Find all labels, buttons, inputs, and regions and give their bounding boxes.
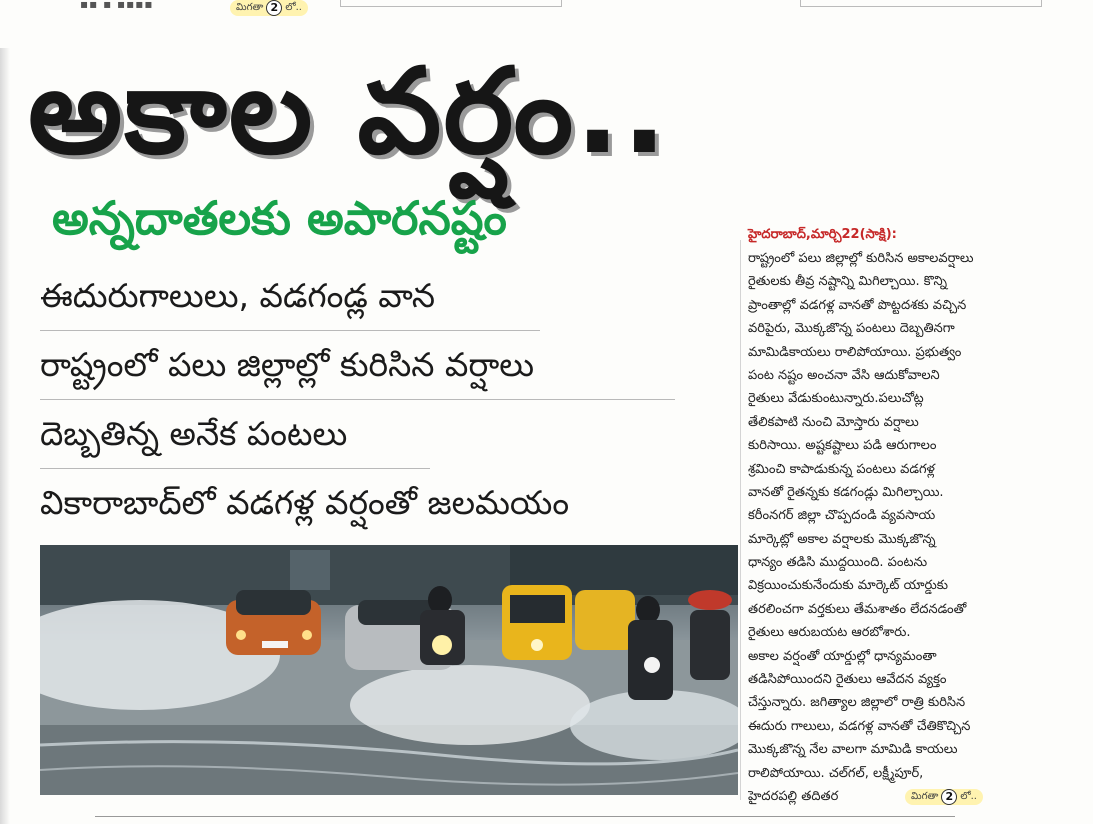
continuation-page-number: 2 bbox=[941, 789, 957, 805]
subheadline: అన్నదాతలకు అపారనష్టం bbox=[52, 191, 507, 245]
article-line: కురిసాయి. అష్టకష్టాలు పడి ఆరుగాలం bbox=[748, 438, 937, 454]
article-line: హైదరపల్లి తదితర bbox=[748, 788, 839, 804]
car-orange bbox=[226, 590, 321, 655]
headline: అకాల వర్షం.. bbox=[28, 42, 669, 180]
article-line: రాష్ట్రంలో పలు జిల్లాల్లో కురిసిన అకాలవర్షాలు bbox=[748, 251, 974, 266]
article-line: మొక్కజొన్న నేల వాలగా మామిడి కాయలు bbox=[748, 742, 958, 758]
continuation-tag-bottom[interactable] bbox=[905, 789, 983, 805]
page-fold-shadow bbox=[0, 48, 10, 824]
top-box-right bbox=[800, 0, 1042, 7]
article-line: చేస్తున్నారు. జగిత్యాల జిల్లాలో రాత్రి కురిసిన bbox=[748, 695, 966, 711]
faded-header-text: ▪▪ ▪ ▪▪▪▪ bbox=[80, 0, 154, 11]
article-line: పంట నష్టం అంచనా వేసి ఆదుకోవాలని bbox=[748, 367, 940, 383]
article-line: రైతులు వేడుకుంటున్నారు.పలుచోట్ల bbox=[748, 391, 924, 407]
deck-line: ఈదురుగాలులు, వడగండ్ల వాన bbox=[40, 276, 435, 315]
deck-line: రాష్ట్రంలో పలు జిల్లాల్లో కురిసిన వర్షాలు bbox=[40, 345, 535, 384]
article-line: ప్రాంతాల్లో వడగళ్ల వానతో పొట్టదశకు వచ్చిన bbox=[748, 297, 967, 313]
motorbike-rider-3 bbox=[688, 590, 732, 680]
column-divider bbox=[740, 240, 741, 800]
article-line: ధాన్యం తడిసి ముద్దయింది. పంటను bbox=[748, 555, 928, 571]
auto-rickshaw bbox=[502, 585, 572, 660]
bottom-rule bbox=[95, 816, 955, 817]
article-line: కరీంనగర్ జిల్లా చొప్పదండి వ్యవసాయ bbox=[748, 508, 936, 524]
article-line: వరిపైరు, మొక్కజొన్న పంటలు దెబ్బతినగా bbox=[748, 321, 955, 337]
continuation-page-number: 2 bbox=[266, 0, 282, 16]
article-line: రైతులకు తీవ్ర నష్టాన్ని మిగిల్చాయి. కొన్ని bbox=[748, 274, 948, 290]
article-line: రాలిపోయాయి. చల్‌గల్, లక్ష్మీపూర్, bbox=[748, 765, 924, 781]
article-line: రైతులు ఆరుబయట ఆరబోశారు. bbox=[748, 625, 911, 641]
continuation-label-post: లో.. bbox=[960, 791, 977, 802]
dateline: హైదరాబాద్,మార్చి22(సాక్షి): bbox=[748, 227, 897, 242]
continuation-label-pre: మిగతా bbox=[236, 2, 264, 13]
rain-traffic-photo bbox=[40, 545, 738, 795]
top-box-left bbox=[340, 0, 562, 7]
continuation-tag-top bbox=[230, 0, 308, 16]
article-line: తేలికపాటి నుంచి మోస్తారు వర్షాలు bbox=[748, 414, 919, 430]
article-line: మార్కెట్లో అకాల వర్షాలకు మొక్కజొన్న bbox=[748, 531, 936, 547]
article-line: అకాల వర్షంతో యార్డుల్లో ధాన్యమంతా bbox=[748, 648, 937, 664]
article-line: తడిసిపోయిందని రైతులు ఆవేదన వ్యక్తం bbox=[748, 672, 947, 688]
continuation-label-post: లో.. bbox=[285, 2, 302, 13]
article-line: తరలించగా వర్తకులు తేమశాతం లేదనడంతో bbox=[748, 601, 967, 617]
article-line: విక్రయించుకునేందుకు మార్కెట్ యార్డుకు bbox=[748, 578, 948, 594]
deck-line: దెబ్బతిన్న అనేక పంటలు bbox=[40, 414, 348, 453]
article-line: మామిడికాయలు రాలిపోయాయి. ప్రభుత్వం bbox=[748, 344, 962, 360]
article-line: ఈదురు గాలులు, వడగళ్ల వానతో చేతికొచ్చిన bbox=[748, 718, 971, 734]
deck-line: వికారాబాద్‌లో వడగళ్ల వర్షంతో జలమయం bbox=[40, 483, 570, 522]
photo-illustration bbox=[40, 545, 738, 795]
article-body bbox=[748, 247, 1048, 808]
top-strip bbox=[0, 0, 1093, 14]
article-line: వానతో రైతన్నకు కడగండ్లు మిగిల్చాయి. bbox=[748, 484, 944, 500]
continuation-label-pre: మిగతా bbox=[911, 791, 939, 802]
deck-lines bbox=[40, 262, 740, 537]
article-line: శ్రమించి కాపాడుకున్న పంటలు వడగళ్ల bbox=[748, 461, 935, 477]
